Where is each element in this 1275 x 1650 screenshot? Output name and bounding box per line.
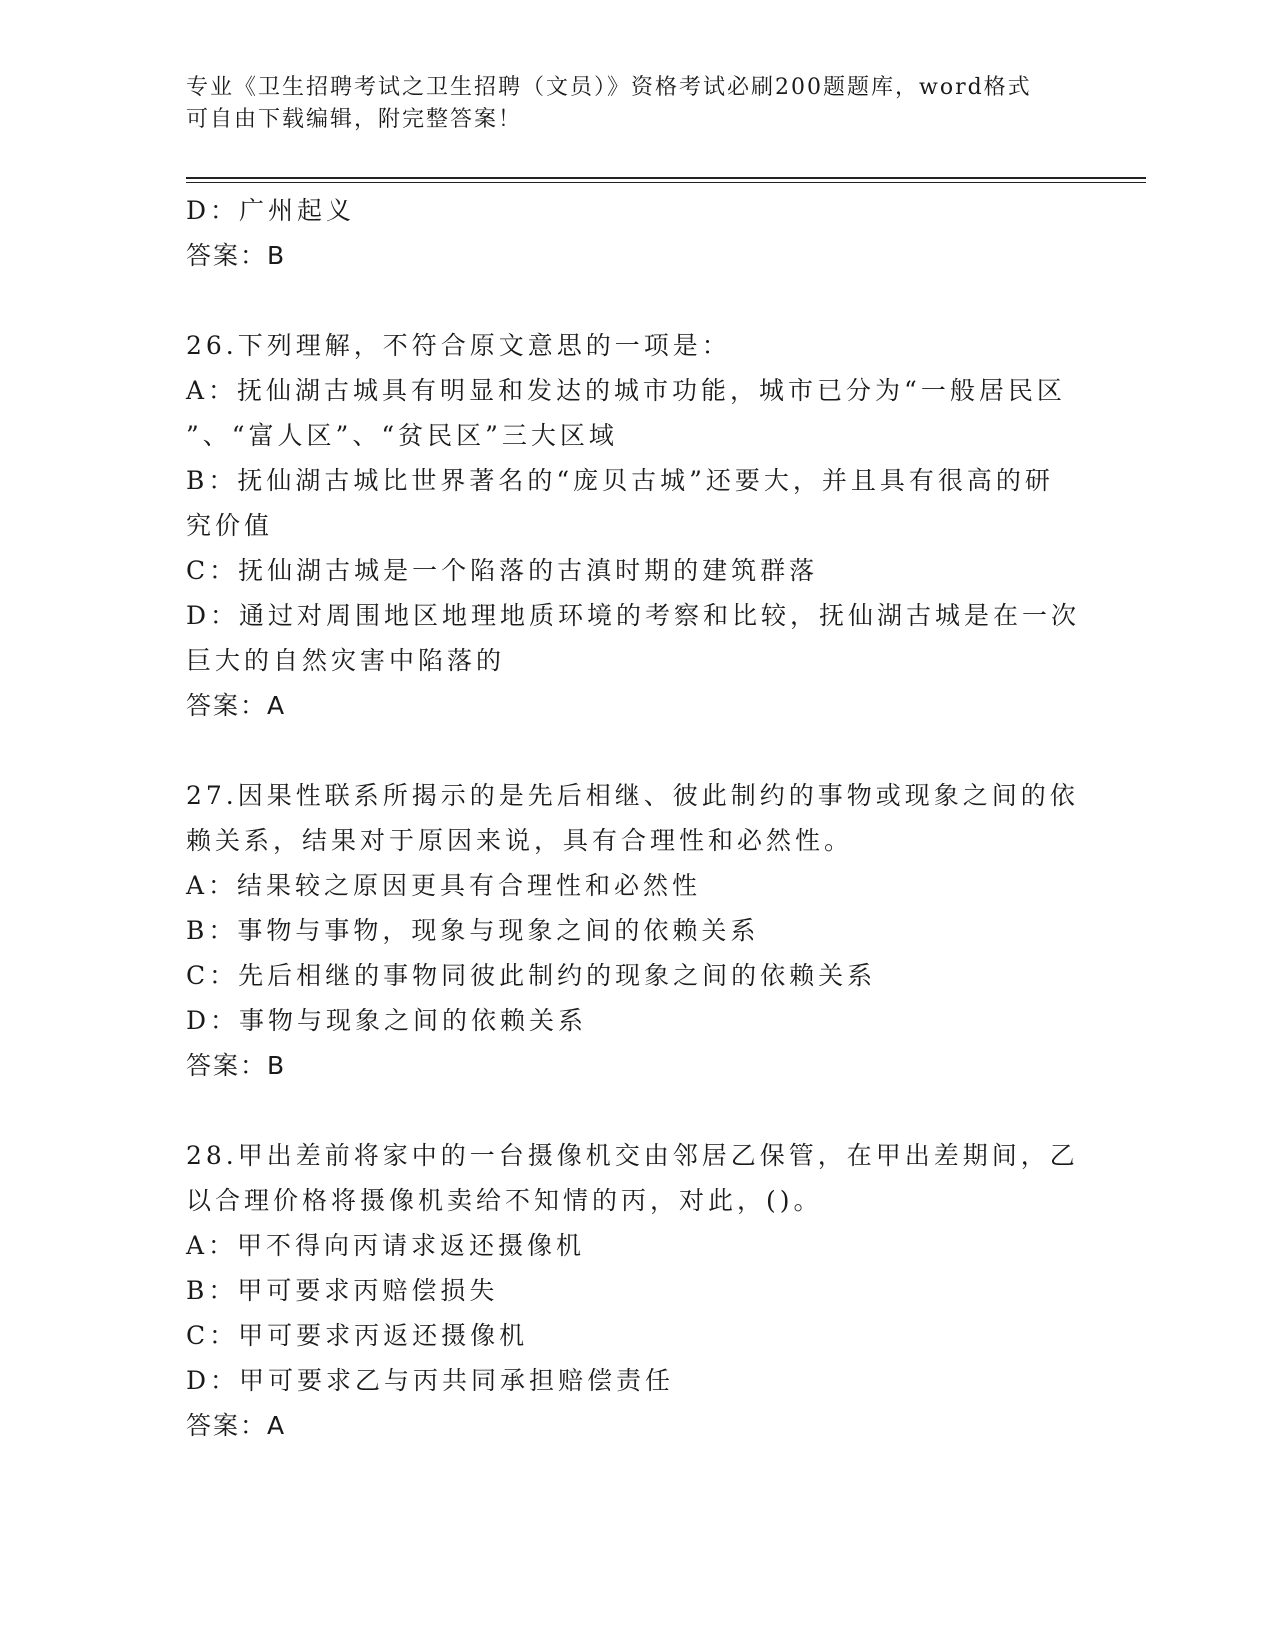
- option-a: A：结果较之原因更具有合理性和必然性: [186, 871, 702, 900]
- option-c: C：先后相继的事物同彼此制约的现象之间的依赖关系: [186, 961, 877, 990]
- header-line-2: 可自由下载编辑，附完整答案！: [186, 107, 523, 132]
- header-line-1: 专业《卫生招聘考试之卫生招聘（文员）》资格考试必刷200题题库，word格式: [186, 75, 1032, 100]
- option-c: C：抚仙湖古城是一个陷落的古滇时期的建筑群落: [186, 556, 819, 585]
- option-c: C：甲可要求丙返还摄像机: [186, 1321, 529, 1350]
- option-a: A：抚仙湖古城具有明显和发达的城市功能，城市已分为“一般居民区: [186, 376, 1066, 405]
- question-stem-cont: 以合理价格将摄像机卖给不知情的丙，对此，()。: [186, 1186, 823, 1215]
- question-26: [186, 323, 1081, 728]
- option-b: B：甲可要求丙赔偿损失: [186, 1276, 499, 1305]
- question-28: [186, 1133, 1079, 1448]
- option-b-cont: 究价值: [186, 511, 274, 540]
- answer-line: 答案：B: [186, 241, 287, 270]
- answer-line: 答案：A: [186, 691, 287, 720]
- question-27: [186, 773, 1079, 1088]
- option-d: D：通过对周围地区地理地质环境的考察和比较，抚仙湖古城是在一次: [186, 601, 1081, 630]
- option-a: A：甲不得向丙请求返还摄像机: [186, 1231, 586, 1260]
- option-a-cont: ”、“富人区”、“贫民区”三大区域: [186, 421, 618, 450]
- document-body: [186, 188, 1081, 1448]
- answer-line: 答案：A: [186, 1411, 287, 1440]
- question-stem: 27.因果性联系所揭示的是先后相继、彼此制约的事物或现象之间的依: [186, 781, 1079, 810]
- header-divider-thick: [186, 177, 1146, 179]
- question-stem: 28.甲出差前将家中的一台摄像机交由邻居乙保管，在甲出差期间，乙: [186, 1141, 1079, 1170]
- spacer: [186, 1088, 1066, 1133]
- question-stem-cont: 赖关系，结果对于原因来说，具有合理性和必然性。: [186, 826, 854, 855]
- option-d: D：事物与现象之间的依赖关系: [186, 1006, 588, 1035]
- option-b: B：抚仙湖古城比世界著名的“庞贝古城”还要大，并且具有很高的研: [186, 466, 1054, 495]
- spacer: [186, 278, 1066, 323]
- option-d-cont: 巨大的自然灾害中陷落的: [186, 646, 506, 675]
- header-divider-thin: [186, 182, 1146, 183]
- page-header: [186, 72, 1066, 136]
- option-b: B：事物与事物，现象与现象之间的依赖关系: [186, 916, 760, 945]
- answer-line: 答案：B: [186, 1051, 287, 1080]
- spacer: [186, 728, 1066, 773]
- option-d: D：甲可要求乙与丙共同承担赔偿责任: [186, 1366, 675, 1395]
- option-d: D：广州起义: [186, 196, 356, 225]
- question-stem: 26.下列理解，不符合原文意思的一项是：: [186, 331, 731, 360]
